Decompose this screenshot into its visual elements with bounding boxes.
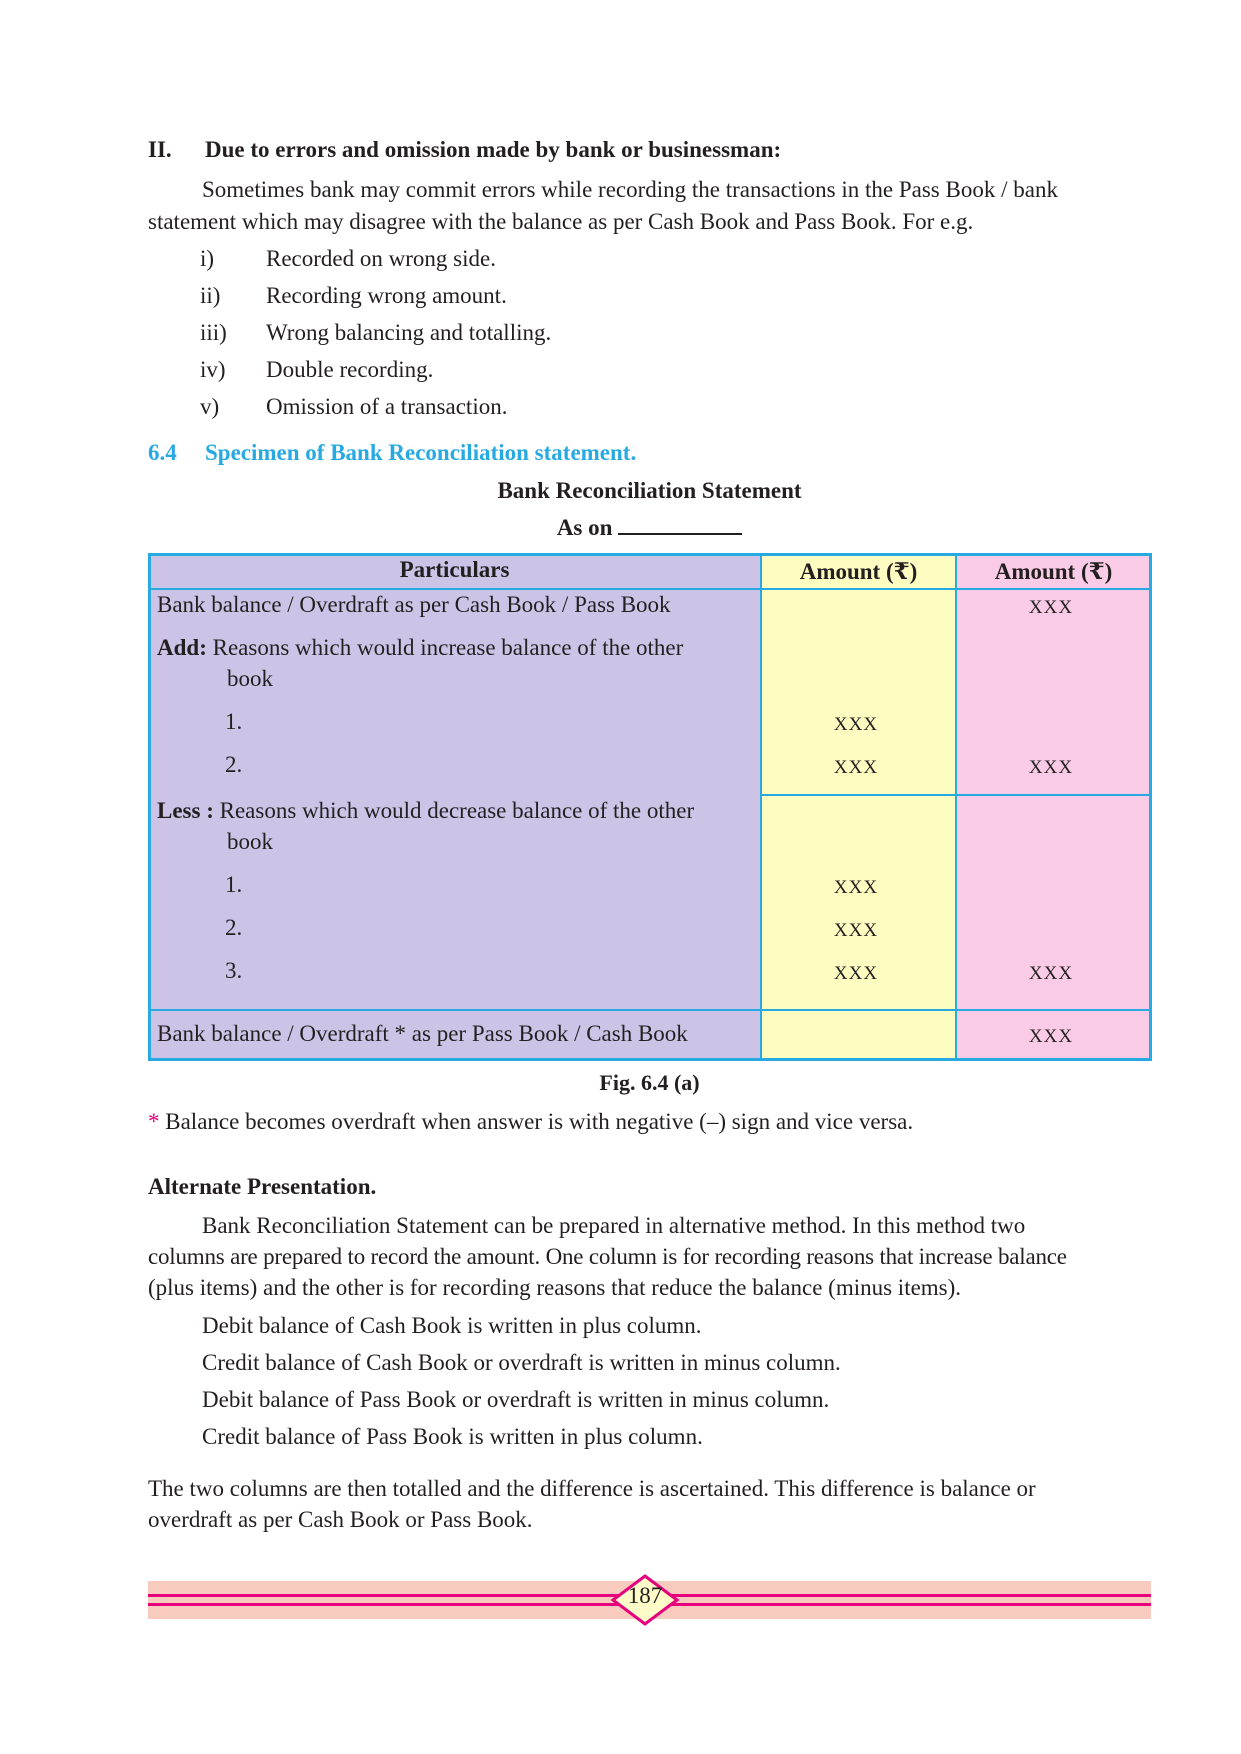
- list-item: ii) Recording wrong amount.: [200, 283, 507, 308]
- table-border-bottom: [148, 1058, 1152, 1061]
- amount-cell: XXX: [1028, 597, 1074, 618]
- section-number: 6.4: [148, 440, 177, 465]
- less-reasons-line: Less : Reasons which would decrease balance of the other: [157, 798, 695, 823]
- section-title: Specimen of Bank Reconciliation statement.: [205, 440, 637, 465]
- header-particulars: Particulars: [399, 557, 510, 582]
- statement-title: Bank Reconciliation Statement: [497, 478, 802, 503]
- list-item: iii) Wrong balancing and totalling.: [200, 320, 552, 345]
- footnote: * Balance becomes overdraft when answer is with negative (–) sign and vice versa.: [148, 1109, 914, 1134]
- paragraph-line: columns are prepared to record the amount. One column is for recording reasons that increase balance: [148, 1244, 1067, 1269]
- paragraph-line: Sometimes bank may commit errors while recording the transactions in the Pass Book / bank: [202, 177, 1058, 202]
- paragraph-line: Bank Reconciliation Statement can be prepared in alternative method. In this method two: [202, 1213, 1026, 1238]
- row-closing-balance: Bank balance / Overdraft * as per Pass Book / Cash Book: [157, 1021, 688, 1046]
- header-rule: [148, 588, 1152, 590]
- amount-cell: XXX: [1028, 963, 1074, 984]
- less-item-number: 1.: [225, 872, 243, 897]
- less-reasons-line-2: book: [227, 829, 273, 854]
- rule-line: Credit balance of Cash Book or overdraft is written in minus column.: [202, 1350, 841, 1375]
- add-item-number: 1.: [225, 709, 243, 734]
- amount-cell: XXX: [833, 877, 879, 898]
- paragraph-line: (plus items) and the other is for recording reasons that reduce the balance (minus items).: [148, 1275, 962, 1300]
- section-title: Due to errors and omission made by bank or businessman:: [205, 137, 782, 162]
- add-item-number: 2.: [225, 752, 243, 777]
- add-reasons-line-2: book: [227, 666, 273, 691]
- page-number: 187: [627, 1583, 663, 1608]
- date-blank: [618, 515, 742, 535]
- list-item: i) Recorded on wrong side.: [200, 246, 496, 271]
- list-item: v) Omission of a transaction.: [200, 394, 508, 419]
- section-number: II.: [148, 137, 172, 162]
- table-border-top: [148, 553, 1152, 556]
- rule-line: Credit balance of Pass Book is written in plus column.: [202, 1424, 703, 1449]
- rule-line: Debit balance of Pass Book or overdraft is written in minus column.: [202, 1387, 830, 1412]
- amount-cell: XXX: [1028, 1026, 1074, 1047]
- amount-cell: XXX: [833, 757, 879, 778]
- amount-cell: XXX: [833, 963, 879, 984]
- section-heading-blue: [148, 440, 636, 466]
- add-reasons-line: Add: Reasons which would increase balance of the other: [157, 635, 684, 660]
- amount-cell: XXX: [833, 920, 879, 941]
- paragraph-line: The two columns are then totalled and the difference is ascertained. This difference is balance or: [148, 1476, 1036, 1501]
- row-opening-balance: Bank balance / Overdraft as per Cash Book / Pass Book: [157, 592, 671, 617]
- paragraph-line: overdraft as per Cash Book or Pass Book.: [148, 1507, 533, 1532]
- header-amount-2: Amount (₹): [994, 559, 1113, 584]
- table-border-right: [1149, 553, 1152, 1061]
- less-item-number: 3.: [225, 958, 243, 983]
- table-border-left: [148, 553, 151, 1061]
- as-on-line: As on: [148, 515, 1151, 541]
- header-amount-1: Amount (₹): [799, 559, 918, 584]
- figure-caption: Fig. 6.4 (a): [599, 1070, 700, 1095]
- alternate-heading: Alternate Presentation.: [148, 1174, 377, 1199]
- section-heading: [148, 137, 781, 163]
- paragraph-line: statement which may disagree with the balance as per Cash Book and Pass Book. For e.g.: [148, 209, 974, 234]
- rule-line: Debit balance of Cash Book is written in plus column.: [202, 1313, 702, 1338]
- closing-row-rule: [148, 1009, 1152, 1011]
- less-item-number: 2.: [225, 915, 243, 940]
- list-item: iv) Double recording.: [200, 357, 434, 382]
- amount-cell: XXX: [833, 714, 879, 735]
- amount-cell: XXX: [1028, 757, 1074, 778]
